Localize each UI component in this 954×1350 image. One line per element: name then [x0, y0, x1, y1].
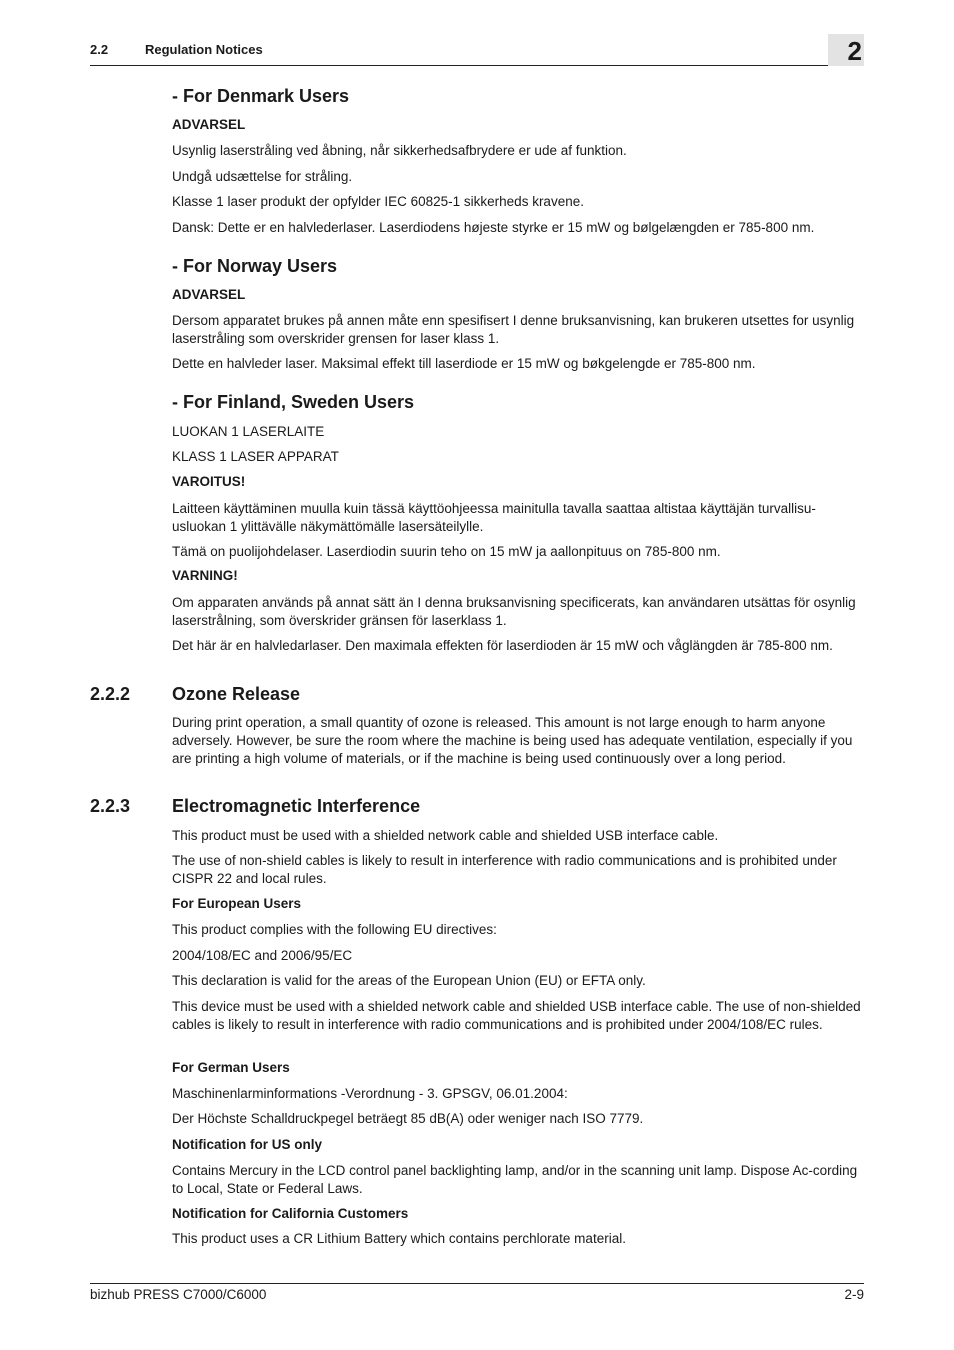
- paragraph-dk-4: Dansk: Dette er en halvlederlaser. Laserdiodens højeste styrke er 15 mW og bølgelængden er 785-800 nm.: [172, 220, 815, 235]
- label-advarsel-dk: ADVARSEL: [172, 117, 246, 132]
- paragraph-ozone: During print operation, a small quantity of ozone is released. This amount is not large enough to harm anyone adversely. However, be sure the room where the machine is being used has adequate ventilation, especially if you are printing a high volume of materials, or if the machine is being used continuously over a long period.: [172, 715, 853, 766]
- section-title-ozone: Ozone Release: [172, 684, 301, 704]
- paragraph-eu-3: This declaration is valid for the areas of the European Union (EU) or EFTA only.: [172, 973, 646, 988]
- paragraph-fi-line-2: KLASS 1 LASER APPARAT: [172, 449, 339, 464]
- paragraph-fi-line-1: LUOKAN 1 LASERLAITE: [172, 424, 325, 439]
- section-number-emi: 2.2.3: [90, 796, 131, 816]
- paragraph-fi-2: Tämä on puolijohdelaser. Laserdiodin suurin teho on 15 mW ja aallonpituus on 785-800 nm.: [172, 544, 721, 559]
- page-header: [90, 42, 864, 66]
- label-german-users: For German Users: [172, 1060, 290, 1075]
- heading-finland-sweden: - For Finland, Sweden Users: [172, 392, 415, 412]
- paragraph-dk-2: Undgå udsættelse for stråling.: [172, 169, 353, 184]
- header-section-number: 2.2: [90, 42, 109, 57]
- paragraph-de-2: Der Höchste Schalldruckpegel beträegt 85 dB(A) oder weniger nach ISO 7779.: [172, 1111, 644, 1126]
- paragraph-us-1: Contains Mercury in the LCD control panel backlighting lamp, and/or in the scanning unit lamp. Dispose Ac-cording to Local, State or Federal Laws.: [172, 1163, 858, 1196]
- paragraph-de-1: Maschinenlarminformations -Verordnung - 3. GPSGV, 06.01.2004:: [172, 1086, 568, 1101]
- footer-product-name: bizhub PRESS C7000/C6000: [90, 1287, 267, 1302]
- heading-denmark: - For Denmark Users: [172, 86, 350, 106]
- label-advarsel-no: ADVARSEL: [172, 287, 246, 302]
- paragraph-emi-2: The use of non-shield cables is likely to result in interference with radio communications and is prohibited under CISPR 22 and local rules.: [172, 853, 837, 886]
- paragraph-dk-3: Klasse 1 laser produkt der opfylder IEC 60825-1 sikkerheds kravene.: [172, 194, 584, 209]
- heading-norway: - For Norway Users: [172, 256, 338, 276]
- paragraph-sv-1: Om apparaten används på annat sätt än I denna bruksanvisning specificerats, kan användaren utsättas för osynlig laserstrålning, som överskrider gränsen för laserklass 1.: [172, 595, 856, 628]
- label-california: Notification for California Customers: [172, 1206, 409, 1221]
- label-european-users: For European Users: [172, 896, 302, 911]
- label-us-only: Notification for US only: [172, 1137, 322, 1152]
- footer-rule: [90, 1283, 864, 1284]
- label-varning: VARNING!: [172, 568, 238, 583]
- footer-page-number: 2-9: [844, 1287, 864, 1302]
- header-rule: [90, 65, 864, 66]
- paragraph-eu-4: This device must be used with a shielded network cable and shielded USB interface cable. The use of non-shielded cables is likely to result in interference with radio communications and is prohibited under 2004/108/EC rules.: [172, 999, 861, 1032]
- chapter-number-badge: 2: [828, 34, 864, 66]
- paragraph-eu-2: 2004/108/EC and 2006/95/EC: [172, 948, 353, 963]
- paragraph-no-2: Dette en halvleder laser. Maksimal effekt till laserdiode er 15 mW og bøkgelengde er 785-800 nm.: [172, 356, 756, 371]
- section-number-ozone: 2.2.2: [90, 684, 131, 704]
- header-section-title: Regulation Notices: [145, 42, 263, 57]
- paragraph-fi-1: Laitteen käyttäminen muulla kuin tässä käyttöohjeessa mainitulla tavalla saattaa altistaa käyttäjän turvallisu-usluokan 1 ylittävälle näkymättömälle lasersäteilylle.: [172, 501, 816, 534]
- section-title-emi: Electromagnetic Interference: [172, 796, 421, 816]
- label-varoitus: VAROITUS!: [172, 474, 246, 489]
- paragraph-dk-1: Usynlig laserstråling ved åbning, når sikkerhedsafbrydere er ude af funktion.: [172, 143, 627, 158]
- paragraph-no-1: Dersom apparatet brukes på annen måte enn spesifisert I denne bruksanvisning, kan brukeren utsettes for usynlig laserstråling som overskrider grensen for laser klass 1.: [172, 313, 855, 346]
- paragraph-eu-1: This product complies with the following EU directives:: [172, 922, 497, 937]
- paragraph-ca-1: This product uses a CR Lithium Battery which contains perchlorate material.: [172, 1231, 626, 1246]
- paragraph-emi-1: This product must be used with a shielded network cable and shielded USB interface cable.: [172, 828, 719, 843]
- paragraph-sv-2: Det här är en halvledarlaser. Den maximala effekten för laserdioden är 15 mW och våglängden är 785-800 nm.: [172, 638, 833, 653]
